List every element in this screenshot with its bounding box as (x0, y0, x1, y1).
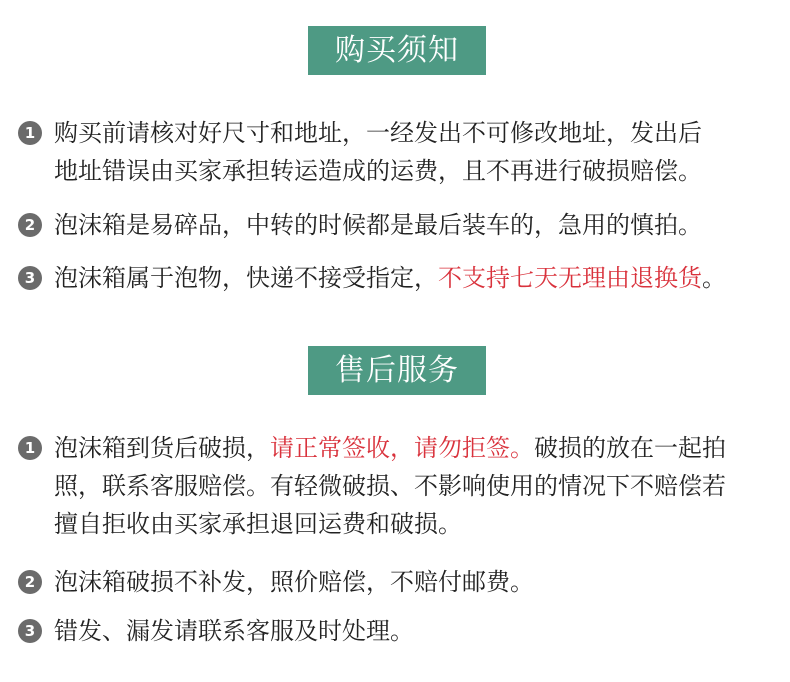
sign-normally-highlight: 请正常签收，请勿拒签。 (270, 434, 534, 462)
aftersale-item-3-text: 错发、漏发请联系客服及时处理。 (54, 617, 414, 645)
aftersale-item-2-text: 泡沫箱破损不补发，照价赔偿，不赔付邮费。 (54, 568, 534, 596)
purchase-item-2-text: 泡沫箱是易碎品，中转的时候都是最后装车的，急用的慎拍。 (54, 211, 702, 239)
purchase-notice-header (308, 26, 486, 75)
purchase-item-2 (18, 206, 778, 244)
purchase-item-1 (18, 114, 778, 190)
aftersale-item-1-rest-1: 破损的放在一起拍 (534, 434, 726, 462)
number-2-icon: 2 (18, 570, 42, 594)
number-1-icon: 1 (18, 121, 42, 145)
purchase-notice-title: 购买须知 (335, 33, 459, 68)
aftersale-service-header (308, 346, 486, 395)
number-3-icon: 3 (18, 266, 42, 290)
aftersale-item-1-text (54, 429, 778, 543)
number-3-icon: 3 (18, 619, 42, 643)
number-2-icon: 2 (18, 213, 42, 237)
purchase-item-3 (18, 259, 778, 297)
aftersale-service-title: 售后服务 (335, 353, 459, 388)
purchase-item-3-text (54, 259, 778, 297)
aftersale-item-2 (18, 563, 778, 601)
aftersale-item-1-rest-2: 照，联系客服赔偿。有轻微破损、不影响使用的情况下不赔偿若 (54, 472, 726, 500)
purchase-item-1-line-2: 地址错误由买家承担转运造成的运费，且不再进行破损赔偿。 (54, 157, 702, 185)
purchase-item-3-plain: 泡沫箱属于泡物，快递不接受指定， (54, 264, 438, 292)
aftersale-item-1 (18, 429, 778, 543)
aftersale-item-1-rest-3: 擅自拒收由买家承担退回运费和破损。 (54, 510, 462, 538)
aftersale-item-3 (18, 612, 778, 650)
no-return-highlight: 不支持七天无理由退换货 (438, 264, 702, 292)
number-1-icon: 1 (18, 436, 42, 460)
purchase-item-1-text (54, 114, 778, 190)
aftersale-item-1-plain: 泡沫箱到货后破损， (54, 434, 270, 462)
purchase-item-1-line-1: 购买前请核对好尺寸和地址，一经发出不可修改地址，发出后 (54, 119, 702, 147)
purchase-item-3-end: 。 (702, 264, 726, 292)
